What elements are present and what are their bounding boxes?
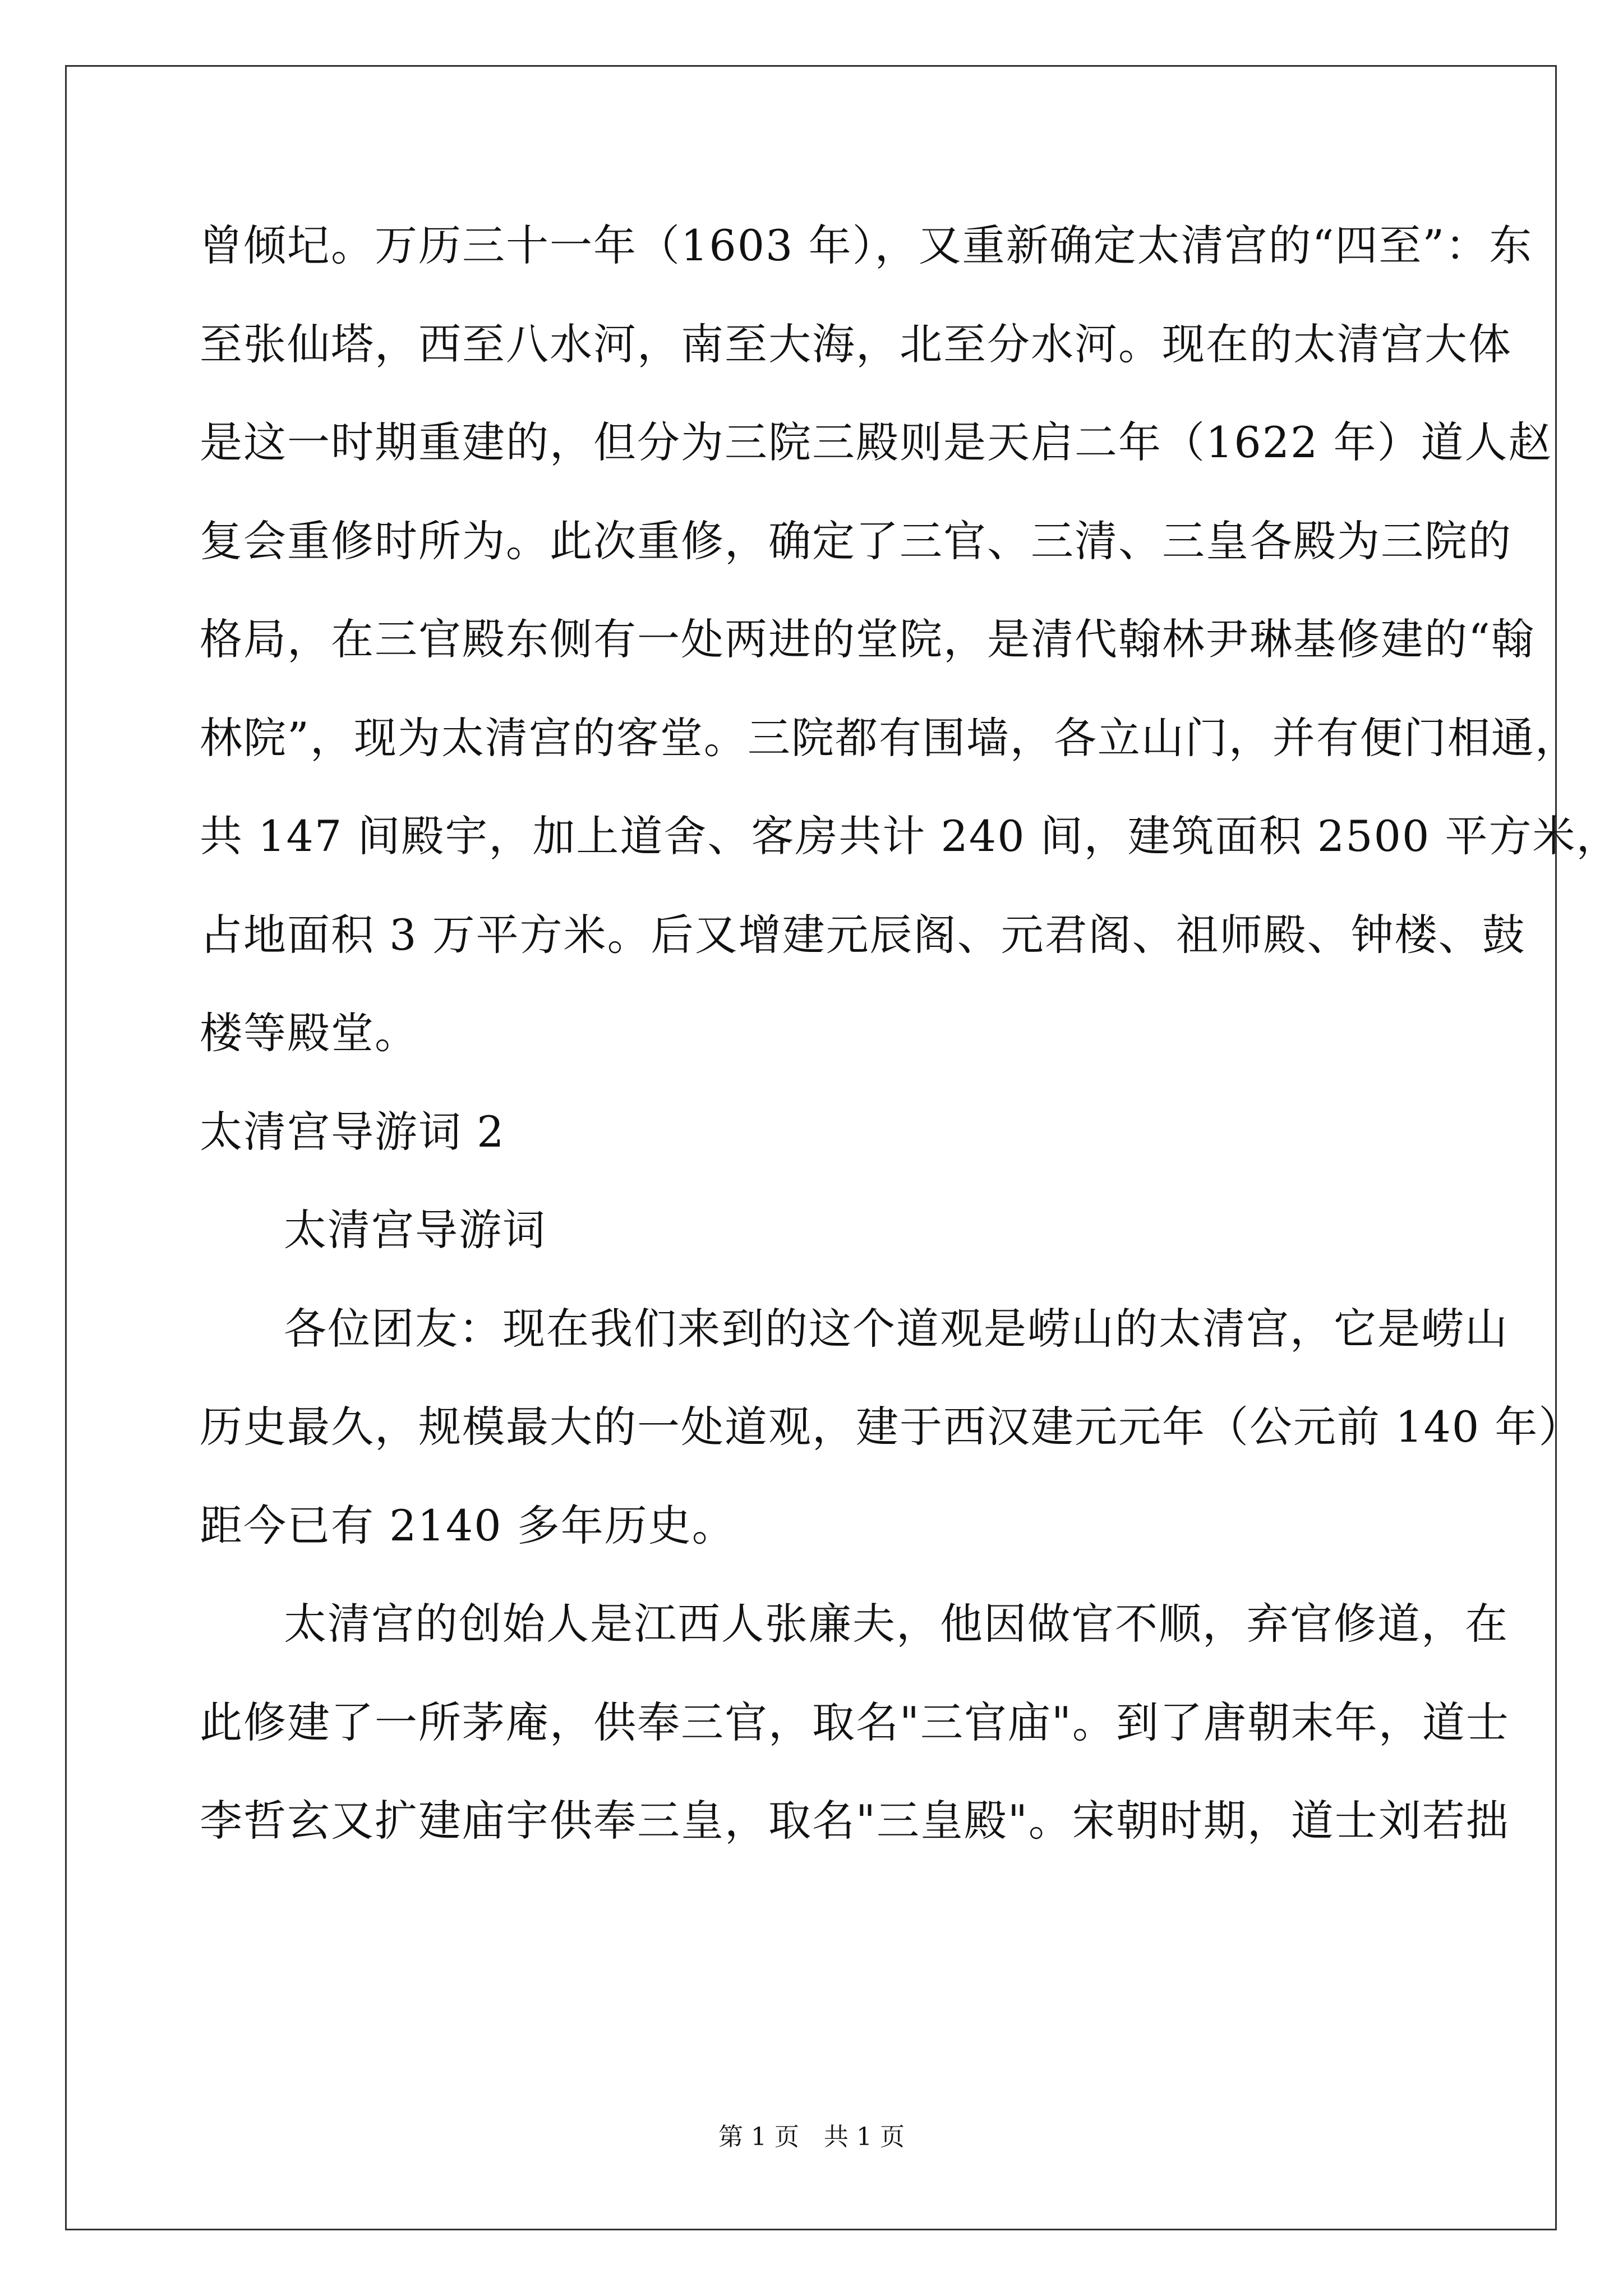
text-line: 各位团友：现在我们来到的这个道观是崂山的太清宫，它是崂山 (284, 1303, 1509, 1354)
page-footer: 第 1 页 共 1 页 (718, 2123, 905, 2151)
text-line: 占地面积 3 万平方米。后又增建元辰阁、元君阁、祖师殿、钟楼、鼓 (200, 909, 1526, 960)
text-line: 太清宫的创始人是江西人张廉夫，他因做官不顺，弃官修道，在 (284, 1599, 1509, 1649)
text-line: 曾倾圮。万历三十一年（1603 年），又重新确定太清宫的“四至”：东 (200, 220, 1533, 270)
text-line: 此修建了一所茅庵，供奉三官，取名"三官庙"。到了唐朝末年，道士 (200, 1697, 1510, 1747)
text-line: 共 147 间殿宇，加上道舍、客房共计 240 间，建筑面积 2500 平方米， (200, 811, 1620, 861)
text-line: 是这一时期重建的，但分为三院三殿则是天启二年（1622 年）道人赵 (200, 417, 1552, 467)
text-line: 复会重修时所为。此次重修，确定了三官、三清、三皇各殿为三院的 (200, 516, 1512, 566)
text-line: 太清宫导游词 2 (200, 1106, 505, 1157)
text-line: 历史最久，规模最大的一处道观，建于西汉建元元年（公元前 140 年） (200, 1402, 1583, 1452)
text-line: 林院”，现为太清宫的客堂。三院都有围墙，各立山门，并有便门相通， (200, 712, 1579, 763)
text-line: 楼等殿堂。 (200, 1008, 418, 1058)
text-line: 距今已有 2140 多年历史。 (200, 1500, 736, 1550)
text-line: 李哲玄又扩建庙宇供奉三皇，取名"三皇殿"。宋朝时期，道士刘若拙 (200, 1796, 1510, 1846)
text-line: 至张仙塔，西至八水河，南至大海，北至分水河。现在的太清宫大体 (200, 319, 1512, 369)
text-line: 太清宫导游词 (284, 1205, 546, 1255)
document-body (200, 218, 1620, 1892)
text-line: 格局，在三官殿东侧有一处两进的堂院，是清代翰林尹琳基修建的“翰 (200, 614, 1535, 664)
